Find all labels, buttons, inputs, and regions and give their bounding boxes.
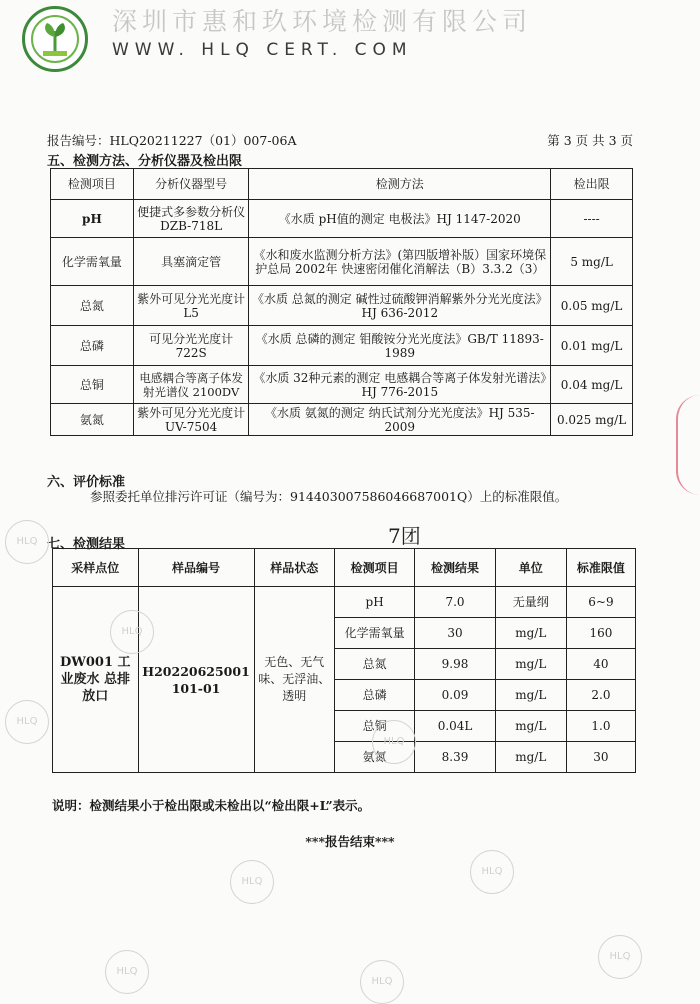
sample-state: 无色、无气味、无浮油、透明 (254, 587, 334, 773)
results-header-row (53, 549, 636, 587)
method-item: 化学需氧量 (51, 238, 134, 286)
evaluation-standard-text: 参照委托单位排污许可证（编号为：91440300758604668700​1Q）上的标准限值。 (90, 489, 568, 504)
company-website: WWW. HLQ CERT. COM (112, 40, 413, 60)
method-instrument: 便捷式多参数分析仪 DZB-718L (133, 200, 249, 238)
method-instrument: 电感耦合等离子体发射光谱仪 2100DV (133, 366, 249, 404)
watermark-stamp: HLQ (470, 850, 514, 894)
method-limit: 0.04 mg/L (551, 366, 633, 404)
method-item: 总铜 (51, 366, 134, 404)
company-name: 深圳市惠和玖环境检测有限公司 (112, 7, 533, 36)
watermark-stamp: HLQ (360, 960, 404, 1004)
method-standard: 《水质 总磷的测定 钼酸铵分光光度法》GB/T 11893-1989 (249, 326, 551, 366)
result-standard: 2.0 (566, 680, 635, 711)
watermark-stamp: HLQ (372, 720, 416, 764)
method-instrument: 具塞滴定管 (133, 238, 249, 286)
methods-header-method: 检测方法 (249, 169, 551, 200)
report-end: ***报告结束*** (305, 834, 395, 849)
result-value: 0.04L (415, 711, 495, 742)
page-indicator: 第 3 页 共 3 页 (547, 133, 633, 148)
method-limit: 5 mg/L (551, 238, 633, 286)
method-standard: 《水和废水监测分析方法》(第四版增补版）国家环境保护总局 2002年 快速密闭催化消解法（B）3.3.2（3） (249, 238, 551, 286)
methods-table (50, 168, 633, 436)
result-unit: mg/L (495, 618, 566, 649)
methods-row (51, 286, 633, 326)
handwritten-mark: 7团 (388, 524, 421, 548)
methods-header-row (51, 169, 633, 200)
result-item: 总铜 (334, 711, 414, 742)
watermark-stamp: HLQ (105, 950, 149, 994)
result-value: 9.98 (415, 649, 495, 680)
method-item: 总氮 (51, 286, 134, 326)
result-value: 0.09 (415, 680, 495, 711)
methods-header-instrument: 分析仪器型号 (133, 169, 249, 200)
method-item: pH (51, 200, 134, 238)
results-header-site: 采样点位 (53, 549, 139, 587)
method-item: 总磷 (51, 326, 134, 366)
report-number: 报告编号：HLQ20211227（01）007-06A (47, 133, 297, 148)
results-note: 说明：检测结果小于检出限或未检出以“检出限+L”表示。 (52, 798, 371, 813)
result-standard: 160 (566, 618, 635, 649)
methods-header-item: 检测项目 (51, 169, 134, 200)
methods-header-limit: 检出限 (551, 169, 633, 200)
watermark-stamp: HLQ (598, 935, 642, 979)
method-standard: 《水质 氨氮的测定 纳氏试剂分光光度法》HJ 535-2009 (249, 404, 551, 436)
watermark-stamp: HLQ (230, 860, 274, 904)
methods-row (51, 326, 633, 366)
method-item: 氨氮 (51, 404, 134, 436)
results-header-sample-no: 样品编号 (138, 549, 254, 587)
sampling-site: DW001 工业废水 总排放口 (53, 587, 139, 773)
watermark-stamp: HLQ (5, 520, 49, 564)
result-value: 7.0 (415, 587, 495, 618)
result-item: 总磷 (334, 680, 414, 711)
result-unit: mg/L (495, 711, 566, 742)
results-table (52, 548, 636, 773)
result-item: 氨氮 (334, 742, 414, 773)
result-unit: mg/L (495, 649, 566, 680)
watermark-stamp: HLQ (5, 700, 49, 744)
method-instrument: 紫外可见分光光度计 L5 (133, 286, 249, 326)
result-standard: 6~9 (566, 587, 635, 618)
result-standard: 40 (566, 649, 635, 680)
result-unit: 无量纲 (495, 587, 566, 618)
company-logo (22, 6, 88, 72)
methods-row (51, 200, 633, 238)
method-limit: ---- (551, 200, 633, 238)
method-instrument: 可见分光光度计 722S (133, 326, 249, 366)
section6-title: 六、评价标准 (47, 475, 126, 490)
section5-title: 五、检测方法、分析仪器及检出限 (47, 154, 243, 169)
result-unit: mg/L (495, 680, 566, 711)
results-header-state: 样品状态 (254, 549, 334, 587)
sample-number: H20220625001 101-01 (138, 587, 254, 773)
methods-row (51, 366, 633, 404)
methods-row (51, 404, 633, 436)
method-standard: 《水质 pH值的测定 电极法》HJ 1147-2020 (249, 200, 551, 238)
result-standard: 30 (566, 742, 635, 773)
result-standard: 1.0 (566, 711, 635, 742)
methods-row (51, 238, 633, 286)
results-header-standard: 标准限值 (566, 549, 635, 587)
method-standard: 《水质 32种元素的测定 电感耦合等离子体发射光谱法》HJ 776-2015 (249, 366, 551, 404)
method-limit: 0.01 mg/L (551, 326, 633, 366)
method-instrument: 紫外可见分光光度计 UV-7504 (133, 404, 249, 436)
results-header-unit: 单位 (495, 549, 566, 587)
method-limit: 0.05 mg/L (551, 286, 633, 326)
result-value: 8.39 (415, 742, 495, 773)
method-limit: 0.025 mg/L (551, 404, 633, 436)
result-item: 化学需氧量 (334, 618, 414, 649)
results-header-result: 检测结果 (415, 549, 495, 587)
results-header-item: 检测项目 (334, 549, 414, 587)
result-item: pH (334, 587, 414, 618)
section7-title: 七、检测结果 (47, 537, 126, 552)
result-unit: mg/L (495, 742, 566, 773)
result-value: 30 (415, 618, 495, 649)
seam-seal-mark (676, 395, 700, 495)
result-item: 总氮 (334, 649, 414, 680)
method-standard: 《水质 总氮的测定 碱性过硫酸钾消解紫外分光光度法》HJ 636-2012 (249, 286, 551, 326)
watermark-stamp: HLQ (110, 610, 154, 654)
